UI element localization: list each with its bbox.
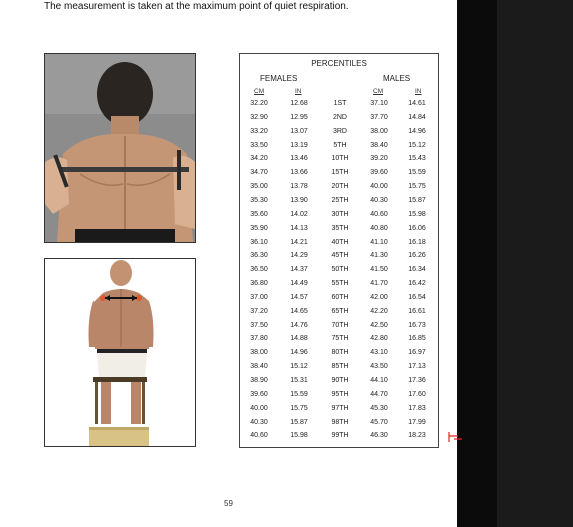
- percentile-cell: 30TH: [331, 210, 349, 218]
- male-cm-cell: 42.50: [370, 321, 388, 329]
- male-cm-cell: 46.30: [370, 432, 388, 440]
- table-row: [240, 294, 438, 309]
- males-header: MALES: [383, 74, 411, 83]
- female-cm-cell: 35.60: [250, 210, 268, 218]
- male-cm-cell: 45.70: [370, 418, 388, 426]
- table-row: [240, 225, 438, 240]
- percentile-cell: 2ND: [332, 113, 347, 121]
- female-in-cell: 14.13: [290, 224, 308, 232]
- male-in-cell: 17.60: [408, 390, 426, 398]
- female-in-cell: 13.78: [290, 183, 308, 191]
- percentile-cell: 90TH: [331, 377, 349, 384]
- percentile-cell: 75TH: [331, 335, 349, 343]
- male-cm-cell: 40.00: [370, 183, 388, 191]
- female-in-cell: 15.59: [290, 390, 308, 398]
- table-row: [240, 252, 438, 267]
- male-in-cell: 16.61: [408, 307, 426, 315]
- female-cm-cell: 35.90: [250, 224, 268, 232]
- male-cm-cell: 42.00: [370, 293, 388, 301]
- female-cm-cell: 40.00: [250, 404, 268, 412]
- percentile-cell: 65TH: [331, 307, 349, 315]
- table-row: [240, 169, 438, 184]
- percentile-cell: 3RD: [332, 127, 347, 135]
- male-in-cell: 15.87: [408, 196, 426, 204]
- female-in-cell: 13.46: [290, 155, 308, 163]
- male-in-cell: 16.34: [408, 266, 426, 274]
- male-cm-header: CM: [373, 88, 384, 95]
- female-cm-cell: 36.80: [250, 280, 268, 288]
- table-row: [240, 211, 438, 226]
- male-cm-cell: 42.80: [370, 335, 388, 343]
- percentile-cell: 15TH: [331, 169, 349, 177]
- male-cm-cell: 40.30: [370, 196, 388, 204]
- percentile-cell: 1ST: [333, 100, 347, 107]
- female-in-cell: 14.02: [290, 210, 308, 218]
- table-row: [240, 391, 438, 406]
- male-cm-cell: 41.30: [370, 252, 388, 260]
- female-in-cell: 14.57: [290, 293, 308, 301]
- male-in-cell: 17.13: [408, 363, 426, 371]
- table-row: [240, 114, 438, 129]
- female-in-cell: 15.98: [290, 432, 308, 440]
- female-in-cell: 15.75: [290, 404, 308, 412]
- percentile-cell: 99TH: [331, 432, 349, 440]
- percentile-table: [239, 53, 439, 448]
- male-cm-cell: 39.60: [370, 169, 388, 177]
- male-cm-cell: 40.60: [370, 210, 388, 218]
- female-cm-header: CM: [254, 88, 265, 95]
- male-in-cell: 16.42: [408, 280, 426, 288]
- table-row: [240, 155, 438, 170]
- female-cm-cell: 34.70: [250, 169, 268, 177]
- female-in-cell: 12.95: [290, 113, 308, 121]
- male-in-cell: 17.36: [408, 377, 426, 384]
- table-row: [240, 280, 438, 295]
- table-row: [240, 335, 438, 350]
- male-in-cell: 16.73: [408, 321, 426, 329]
- female-cm-cell: 36.30: [250, 252, 268, 260]
- male-cm-cell: 43.50: [370, 363, 388, 371]
- percentile-cell: 25TH: [331, 196, 349, 204]
- percentile-cell: 40TH: [331, 238, 349, 246]
- female-in-cell: 14.65: [290, 307, 308, 315]
- female-cm-cell: 38.40: [250, 363, 268, 371]
- female-cm-cell: 40.30: [250, 418, 268, 426]
- female-cm-cell: 36.50: [250, 266, 268, 274]
- percentile-cell: 45TH: [331, 252, 349, 260]
- table-row: [240, 100, 438, 115]
- percentile-cell: 80TH: [331, 349, 349, 357]
- percentile-cell: 60TH: [331, 293, 349, 301]
- male-in-cell: 14.61: [408, 100, 426, 107]
- female-in-cell: 13.07: [290, 127, 308, 135]
- female-cm-cell: 33.50: [250, 141, 268, 149]
- female-cm-cell: 35.30: [250, 196, 268, 204]
- female-cm-cell: 33.20: [250, 127, 268, 135]
- table-row: [240, 322, 438, 337]
- table-row: [240, 197, 438, 212]
- male-cm-cell: 44.10: [370, 377, 388, 384]
- percentile-cell: 97TH: [331, 404, 349, 412]
- female-cm-cell: 32.20: [250, 100, 268, 107]
- female-in-cell: 14.37: [290, 266, 308, 274]
- male-in-cell: 16.26: [408, 252, 426, 260]
- percentile-cell: 70TH: [331, 321, 349, 329]
- figure-illustration: [44, 258, 196, 447]
- male-in-cell: 15.98: [408, 210, 426, 218]
- male-cm-cell: 37.70: [370, 113, 388, 121]
- measurement-photo: [44, 53, 196, 243]
- female-cm-cell: 37.20: [250, 307, 268, 315]
- table-row: [240, 405, 438, 420]
- percentile-cell: 55TH: [331, 280, 349, 288]
- female-cm-cell: 36.10: [250, 238, 268, 246]
- male-in-cell: 16.06: [408, 224, 426, 232]
- male-in-cell: 16.85: [408, 335, 426, 343]
- female-in-cell: 12.68: [290, 100, 308, 107]
- male-cm-cell: 45.30: [370, 404, 388, 412]
- page-number: 59: [224, 499, 233, 508]
- female-in-cell: 14.96: [290, 349, 308, 357]
- table-title: PERCENTILES: [311, 59, 367, 68]
- female-in-cell: 13.19: [290, 141, 308, 149]
- male-in-cell: 17.99: [408, 418, 426, 426]
- male-in-cell: 15.59: [408, 169, 426, 177]
- female-in-cell: 15.12: [290, 363, 308, 371]
- percentile-cell: 5TH: [333, 141, 347, 149]
- male-in-cell: 16.18: [408, 238, 426, 246]
- percentile-cell: 95TH: [331, 390, 349, 398]
- male-cm-cell: 37.10: [370, 100, 388, 107]
- male-in-cell: 14.84: [408, 113, 426, 121]
- percentile-cell: 20TH: [331, 183, 349, 191]
- male-in-cell: 15.43: [408, 155, 426, 163]
- female-cm-cell: 38.90: [250, 377, 268, 384]
- male-in-cell: 17.83: [408, 404, 426, 412]
- female-in-cell: 15.87: [290, 418, 308, 426]
- female-cm-cell: 37.50: [250, 321, 268, 329]
- percentile-cell: 50TH: [331, 266, 349, 274]
- percentile-cell: 10TH: [331, 155, 349, 163]
- table-row: [240, 432, 438, 447]
- table-row: [240, 183, 438, 198]
- male-cm-cell: 43.10: [370, 349, 388, 357]
- female-cm-cell: 37.80: [250, 335, 268, 343]
- male-in-cell: 16.97: [408, 349, 426, 357]
- females-header: FEMALES: [260, 74, 298, 83]
- table-row: [240, 128, 438, 143]
- male-cm-cell: 42.20: [370, 307, 388, 315]
- viewer-side-panel: [497, 0, 573, 527]
- male-in-cell: 16.54: [408, 293, 426, 301]
- female-cm-cell: 34.20: [250, 155, 268, 163]
- female-cm-cell: 38.00: [250, 349, 268, 357]
- male-cm-cell: 41.50: [370, 266, 388, 274]
- table-row: [240, 266, 438, 281]
- female-in-cell: 14.29: [290, 252, 308, 260]
- percentile-cell: 98TH: [331, 418, 349, 426]
- female-in-cell: 13.90: [290, 196, 308, 204]
- female-in-cell: 14.21: [290, 238, 308, 246]
- table-row: [240, 308, 438, 323]
- table-row: [240, 363, 438, 378]
- female-cm-cell: 32.90: [250, 113, 268, 121]
- male-in-cell: 15.12: [408, 141, 426, 149]
- male-in-header: IN: [415, 88, 422, 95]
- female-in-cell: 14.76: [290, 321, 308, 329]
- female-in-cell: 14.49: [290, 280, 308, 288]
- red-annotation-mark: [446, 430, 466, 444]
- male-cm-cell: 44.70: [370, 390, 388, 398]
- male-in-cell: 18.23: [408, 432, 426, 440]
- male-cm-cell: 38.40: [370, 141, 388, 149]
- table-row: [240, 377, 438, 392]
- female-cm-cell: 37.00: [250, 293, 268, 301]
- table-row: [240, 349, 438, 364]
- female-in-cell: 15.31: [290, 377, 308, 384]
- male-cm-cell: 38.00: [370, 127, 388, 135]
- percentile-cell: 85TH: [331, 363, 349, 371]
- female-in-header: IN: [295, 88, 302, 95]
- female-in-cell: 13.66: [290, 169, 308, 177]
- male-in-cell: 14.96: [408, 127, 426, 135]
- female-cm-cell: 35.00: [250, 183, 268, 191]
- male-cm-cell: 41.70: [370, 280, 388, 288]
- female-in-cell: 14.88: [290, 335, 308, 343]
- female-cm-cell: 40.60: [250, 432, 268, 440]
- male-in-cell: 15.75: [408, 183, 426, 191]
- female-cm-cell: 39.60: [250, 390, 268, 398]
- male-cm-cell: 41.10: [370, 238, 388, 246]
- male-cm-cell: 40.80: [370, 224, 388, 232]
- male-cm-cell: 39.20: [370, 155, 388, 163]
- table-row: [240, 142, 438, 157]
- percentile-cell: 35TH: [331, 224, 349, 232]
- measurement-note: The measurement is taken at the maximum point of quiet respiration.: [44, 1, 349, 12]
- table-row: [240, 419, 438, 434]
- table-row: [240, 239, 438, 254]
